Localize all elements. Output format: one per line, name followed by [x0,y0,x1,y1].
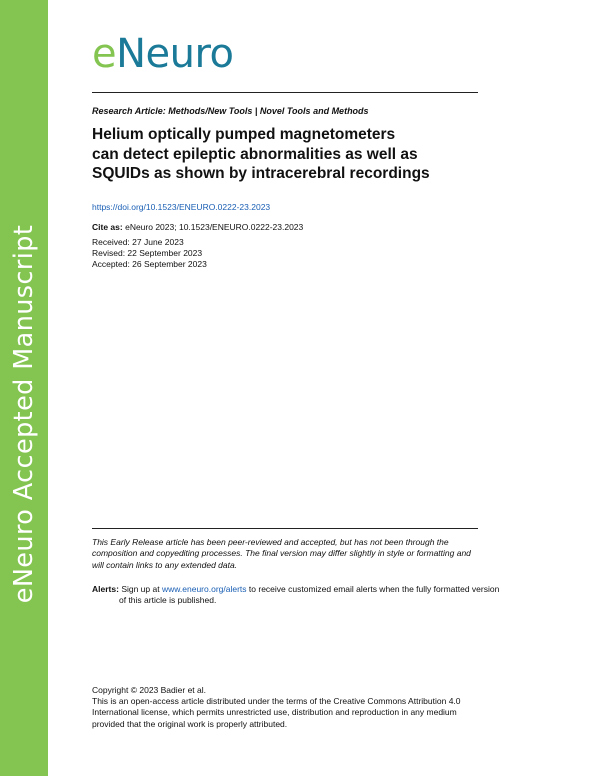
cite-as [92,222,303,232]
side-banner [0,0,48,776]
logo-e: e [92,31,117,77]
header-divider [92,92,478,93]
doi-link[interactable]: https://doi.org/10.1523/ENEURO.0222-23.2023 [92,202,271,212]
cite-label: Cite as: [92,222,123,232]
title-line: SQUIDs as shown by intracerebral recordings [92,165,430,182]
copyright-block [92,685,487,730]
alerts-notice [92,584,504,606]
alerts-text-after: to receive customized email alerts when the fully formatted version of this article is published. [119,584,500,605]
early-release-notice: This Early Release article has been peer-reviewed and accepted, but has not been through the composition and copyediting processes. The final version may differ slightly in style or formatting and will contain links to any extended data. [92,537,471,570]
notice-divider [92,528,478,529]
revised-date: Revised: 22 September 2023 [92,248,203,258]
cite-text: eNeuro 2023; 10.1523/ENEURO.0222-23.2023 [125,222,304,232]
side-banner-text: eNeuro Accepted Manuscript [9,224,39,604]
article-type: Research Article: Methods/New Tools | Novel Tools and Methods [92,106,369,116]
accepted-date: Accepted: 26 September 2023 [92,259,207,269]
alerts-text-before: Sign up at [121,584,160,594]
license-text: This is an open-access article distributed under the terms of the Creative Commons Attribution 4.0 International license, which permits unrestricted use, distribution and reproduction in any medium provided that the original work is properly attributed. [92,696,461,729]
alerts-link[interactable]: www.eneuro.org/alerts [161,584,247,594]
logo-neuro: Neuro [116,31,234,77]
article-title [92,125,492,184]
title-line: Helium optically pumped magnetometers [92,126,396,143]
copyright-line: Copyright © 2023 Badier et al. [92,685,206,695]
article-dates [92,237,207,270]
title-line: can detect epileptic abnormalities as well as [92,145,418,163]
alerts-label: Alerts: [92,584,119,594]
eneuro-logo[interactable] [92,31,234,77]
received-date: Received: 27 June 2023 [92,237,184,247]
